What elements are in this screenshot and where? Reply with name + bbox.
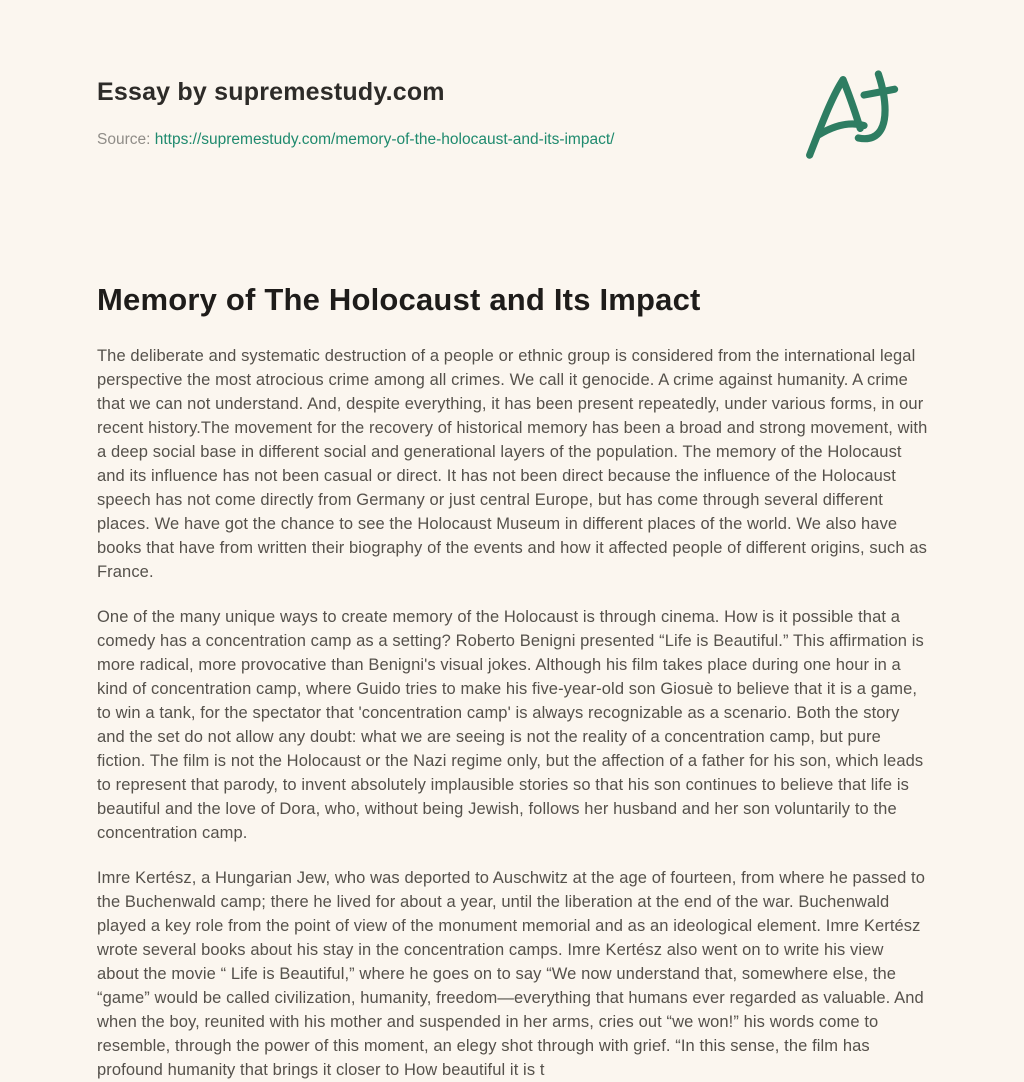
source-label: Source: [97,131,151,148]
site-title: Essay by supremestudy.com [97,78,445,106]
essay-title: Memory of The Holocaust and Its Impact [97,282,701,317]
essay-paragraph: One of the many unique ways to create memory of the Holocaust is through cinema. How is it possible that a comedy has a concentration camp as a setting? Roberto Benigni presented “Life is Beautiful.” This affirmation is more radical, more provocative than Benigni's visual jokes. Although his film takes place during one hour in a kind of concentration camp, where Guido tries to make his five-year-old son Giosuè to believe that it is a game, to win a tank, for the spectator that 'concentration camp' is always recognizable as a scenario. Both the story and the set do not allow any doubt: what we are seeing is not the reality of a concentration camp, but pure fiction. The film is not the Holocaust or the Nazi regime only, but the affection of a father for his son, which leads to represent that parody, to invent absolutely implausible stories so that his son continues to believe that life is beautiful and the love of Dora, who, without being Jewish, follows her husband and her son voluntarily to the concentration camp. [97,608,924,842]
a-plus-logo-icon [802,67,907,170]
essay-paragraph: The deliberate and systematic destruction of a people or ethnic group is considered from the international legal perspective the most atrocious crime among all crimes. We call it genocide. A crime against humanity. A crime that we can not understand. And, despite everything, it has been present repeatedly, under various forms, in our recent history.The movement for the recovery of historical memory has been a broad and strong movement, with a deep social base in different social and generational layers of the population. The memory of the Holocaust and its influence has not been casual or direct. It has not been direct because the influence of the Holocaust speech has not come directly from Germany or just central Europe, but has come through several different places. We have got the chance to see the Holocaust Museum in different places of the world. We also have books that have from written their biography of the events and how it affected people of different origins, such as France. [97,347,928,581]
essay-body [97,344,929,1082]
page-header [97,79,929,170]
source-link[interactable]: https://supremestudy.com/memory-of-the-holocaust-and-its-impact/ [154,131,615,148]
header-text-block [97,79,614,149]
source-line [97,130,614,149]
essay-paragraph: Imre Kertész, a Hungarian Jew, who was deported to Auschwitz at the age of fourteen, from where he passed to the Buchenwald camp; there he lived for about a year, until the liberation at the end of the war. Buchenwald played a key role from the point of view of the monument memorial and as an ideological element. Imre Kertész wrote several books about his stay in the concentration camps. Imre Kertész also went on to write his view about the movie “ Life is Beautiful,” where he goes on to say “We now understand that, somewhere else, the “game” would be called civilization, humanity, freedom—everything that humans ever regarded as valuable. And when the boy, reunited with his mother and suspended in her arms, cries out “we won!” his words come to resemble, through the power of this moment, an elegy shot through with grief. “In this sense, the film has profound humanity that brings it closer to How beautiful it is t [97,869,926,1079]
